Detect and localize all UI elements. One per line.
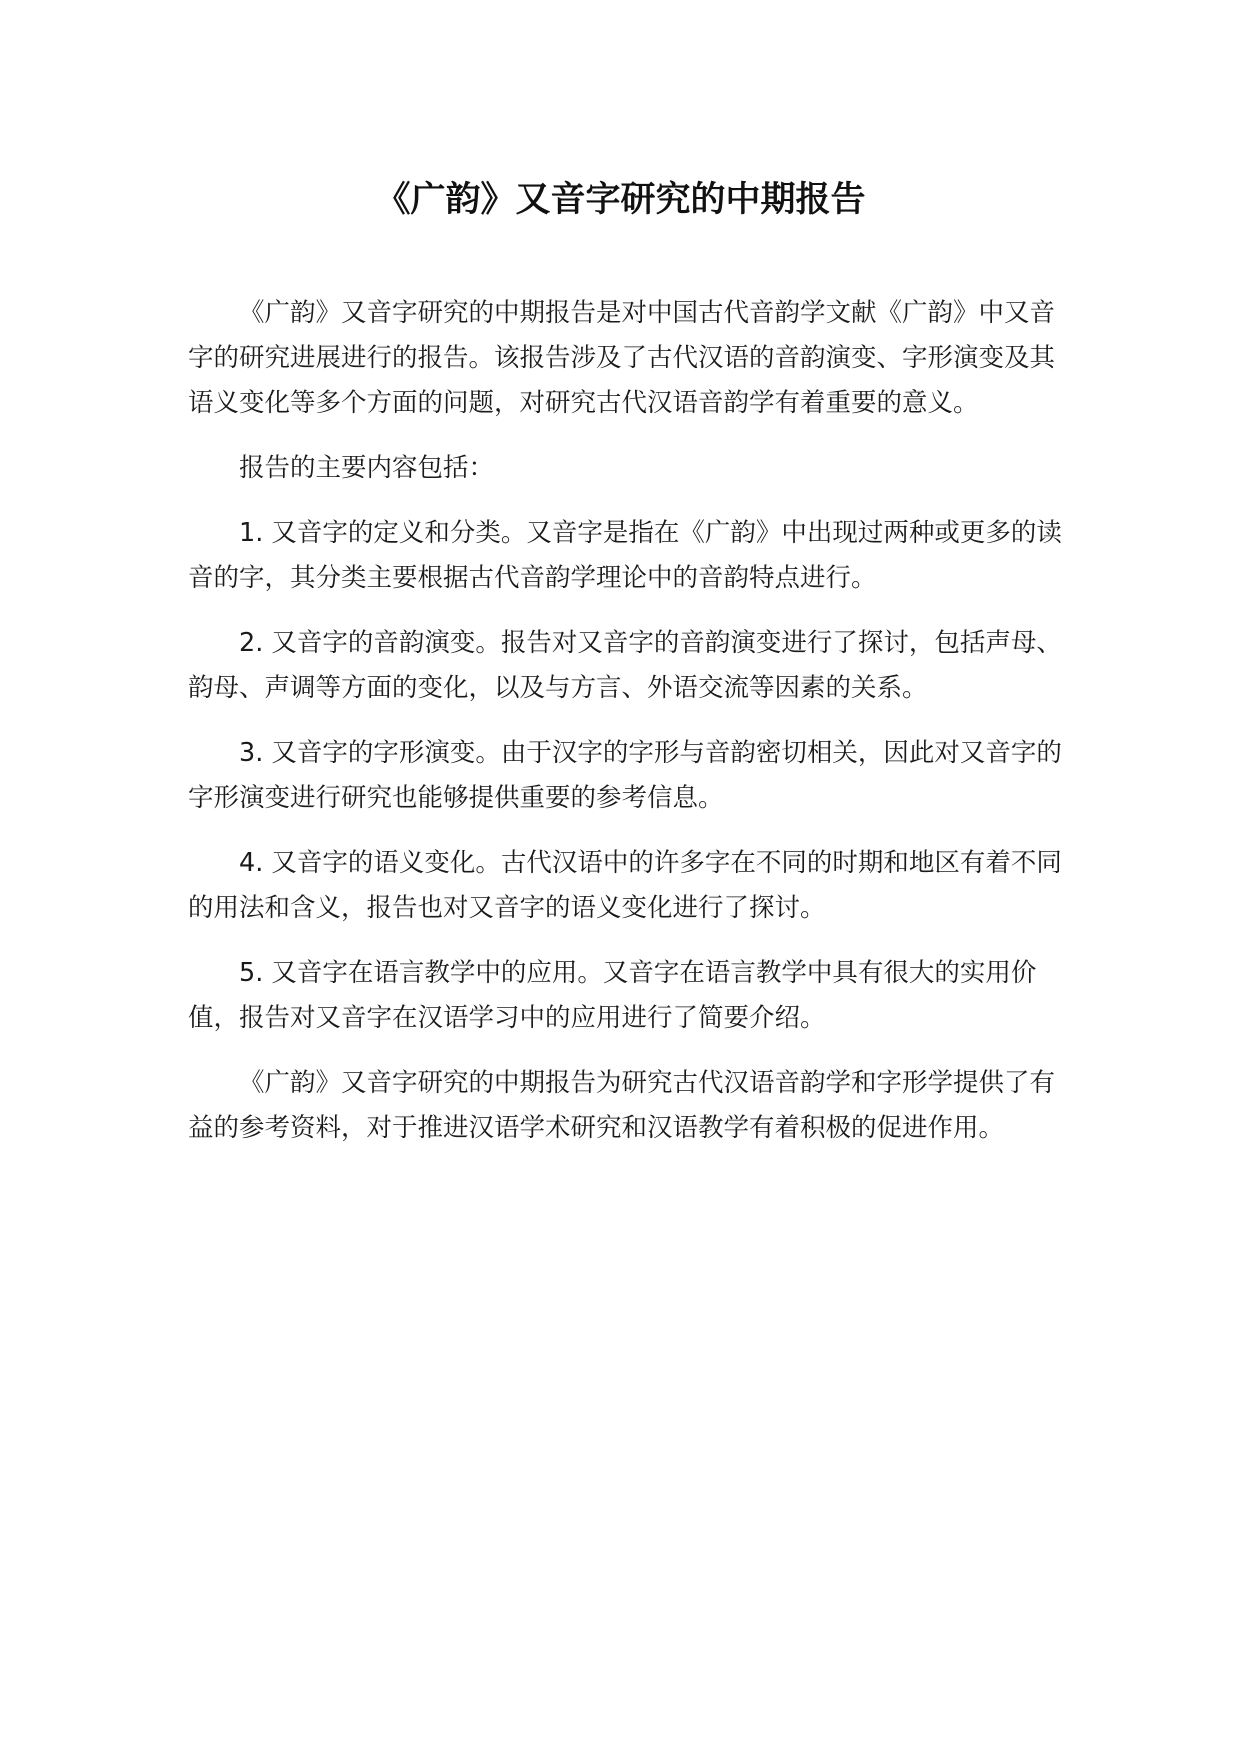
document-body [188,291,1070,1171]
paragraph-item-1: 1. 又音字的定义和分类。又音字是指在《广韵》中出现过两种或更多的读音的字，其分类主要根据古代音韵学理论中的音韵特点进行。 [188,518,1062,593]
paragraph-item-2: 2. 又音字的音韵演变。报告对又音字的音韵演变进行了探讨，包括声母、韵母、声调等方面的变化，以及与方言、外语交流等因素的关系。 [188,628,1062,703]
paragraph-conclusion: 《广韵》又音字研究的中期报告为研究古代汉语音韵学和字形学提供了有益的参考资料，对于推进汉语学术研究和汉语教学有着积极的促进作用。 [188,1068,1056,1143]
paragraph-contents-heading: 报告的主要内容包括： [239,453,495,483]
document-title: 《广韵》又音字研究的中期报告 [375,180,866,220]
paragraph-intro: 《广韵》又音字研究的中期报告是对中国古代音韵学文献《广韵》中又音字的研究进展进行的报告。该报告涉及了古代汉语的音韵演变、字形演变及其语义变化等多个方面的问题，对研究古代汉语音韵学有着重要的意义。 [188,298,1056,418]
paragraph-item-5: 5. 又音字在语言教学中的应用。又音字在语言教学中具有很大的实用价值，报告对又音字在汉语学习中的应用进行了简要介绍。 [188,958,1037,1033]
paragraph-item-3: 3. 又音字的字形演变。由于汉字的字形与音韵密切相关，因此对又音字的字形演变进行研究也能够提供重要的参考信息。 [188,738,1062,813]
paragraph-item-4: 4. 又音字的语义变化。古代汉语中的许多字在不同的时期和地区有着不同的用法和含义，报告也对又音字的语义变化进行了探讨。 [188,848,1062,923]
